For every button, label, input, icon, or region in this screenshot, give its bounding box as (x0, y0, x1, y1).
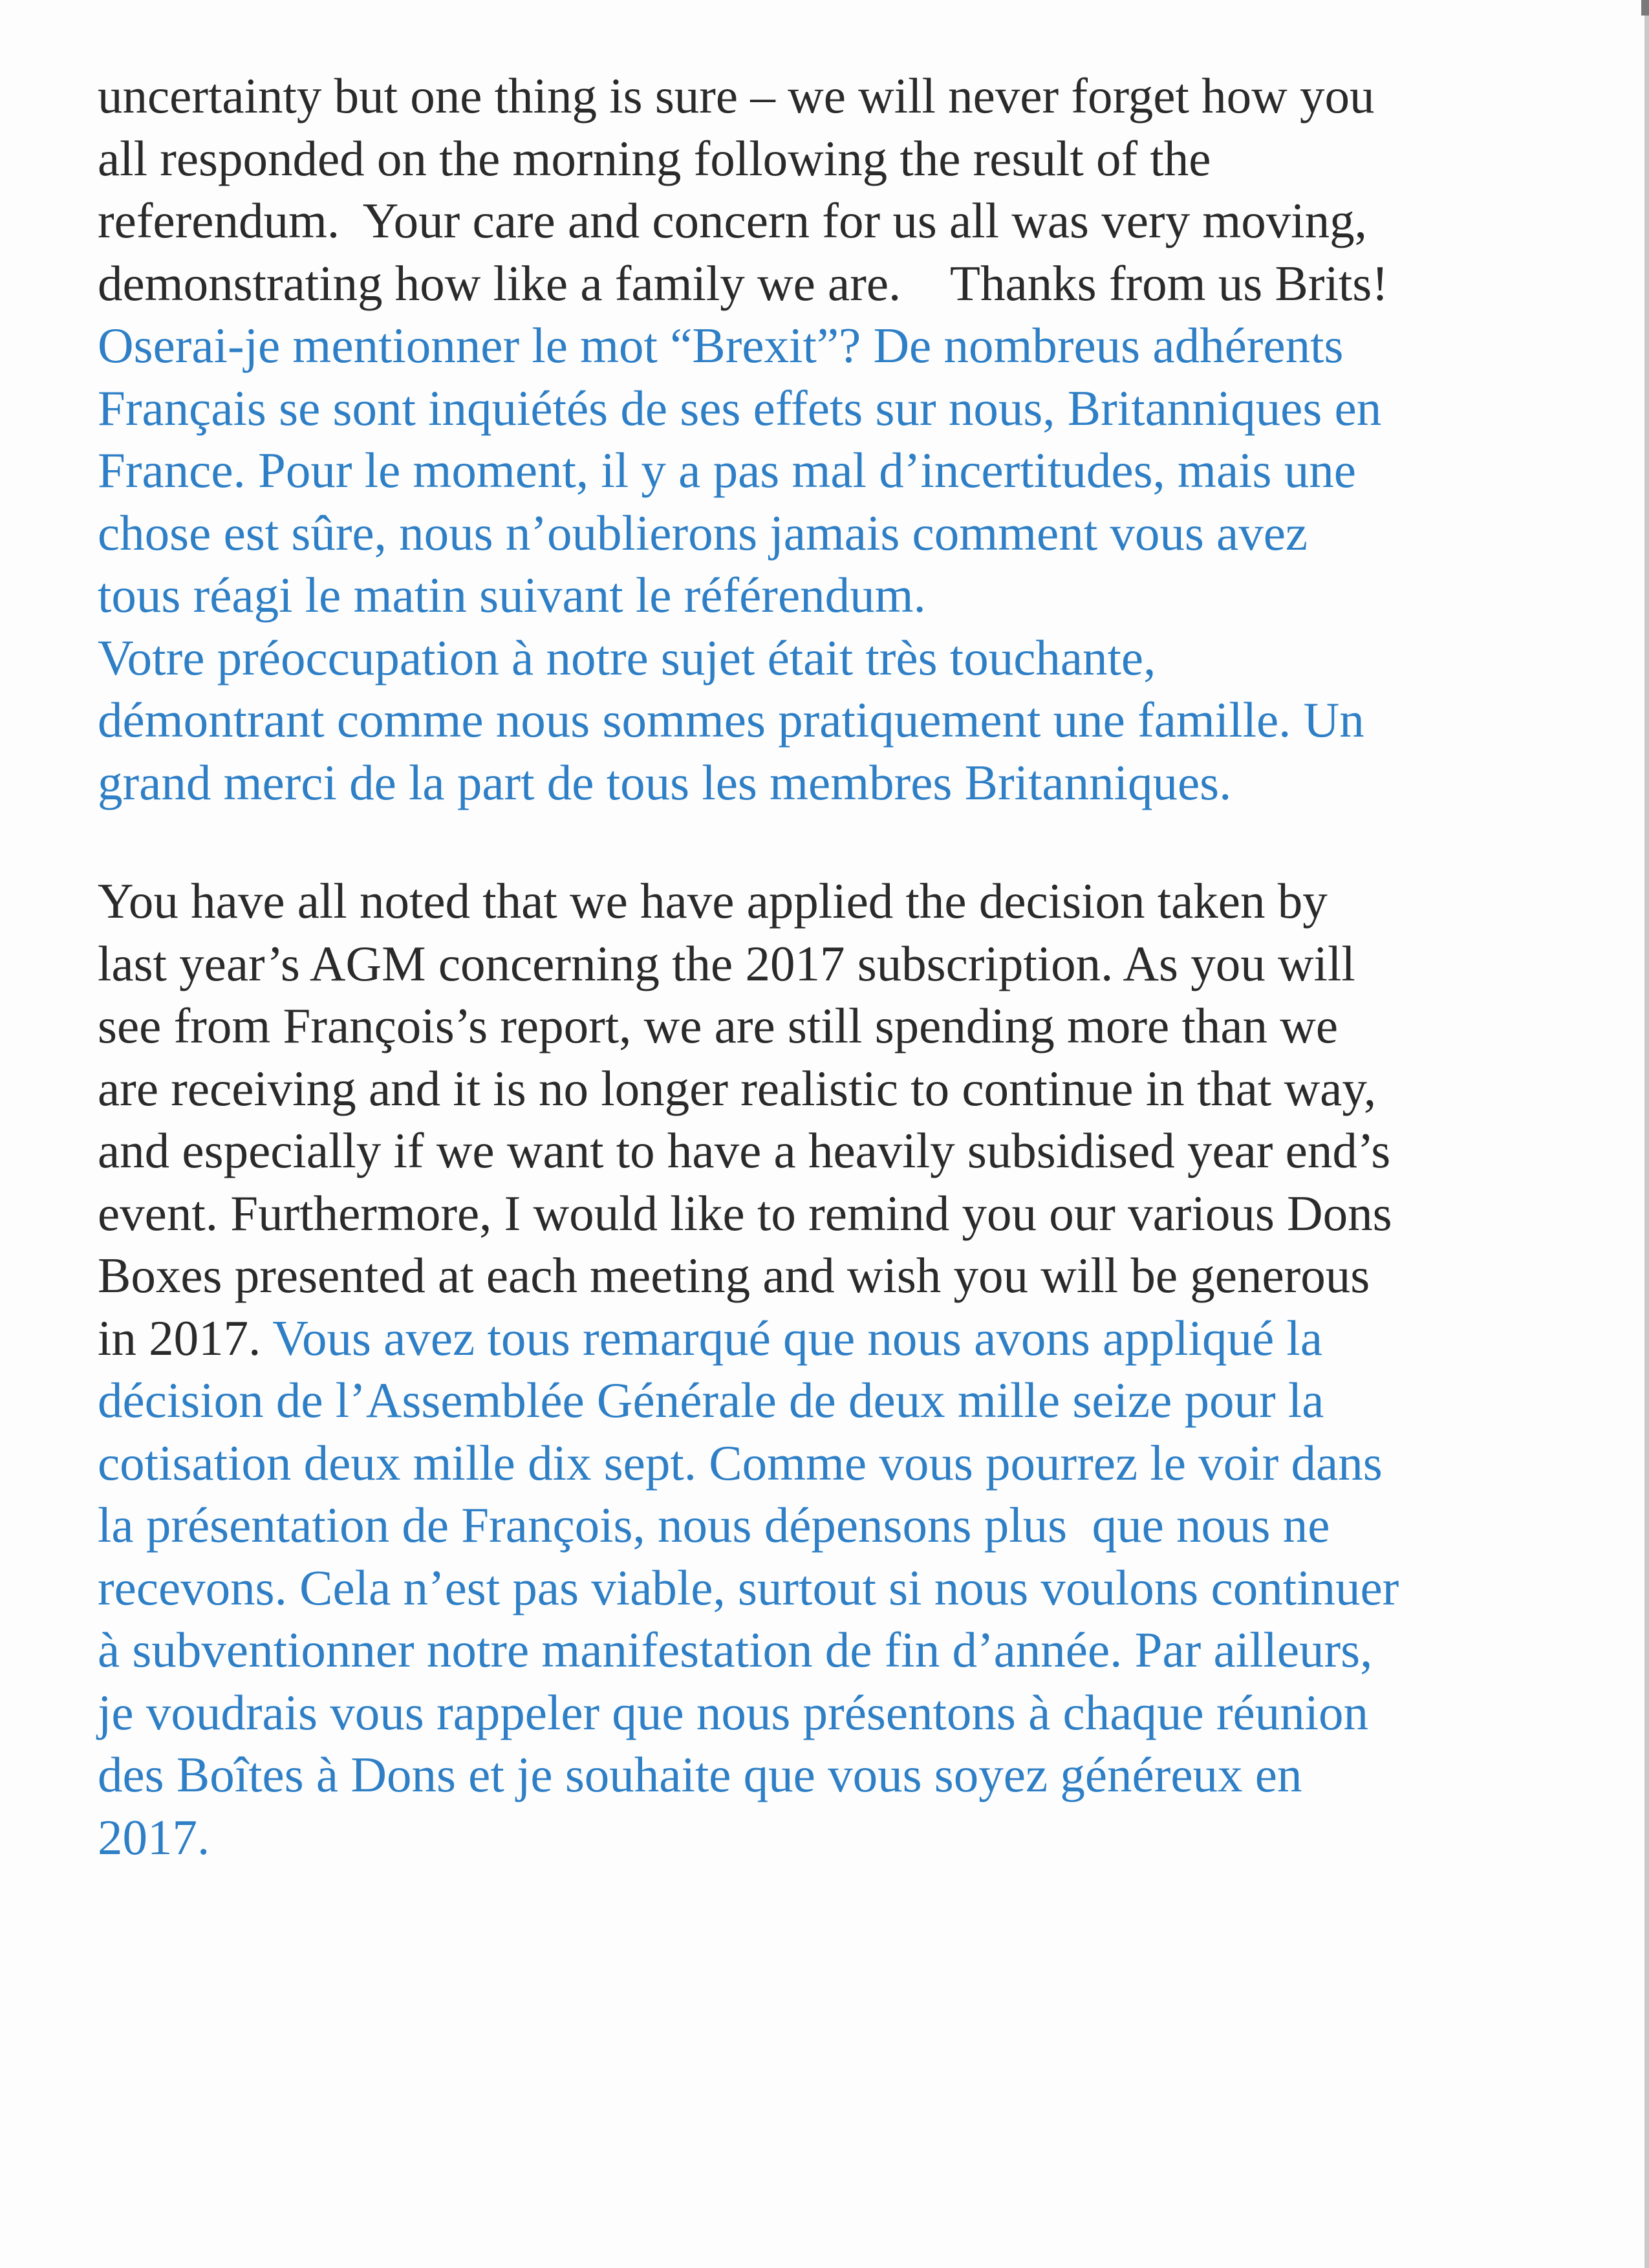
french-text: démontrant comme nous sommes pratiquement une famille. Un (98, 692, 1364, 748)
french-text: la présentation de François, nous dépensons plus que nous ne (98, 1497, 1330, 1553)
french-text: à subventionner notre manifestation de fin d’année. Par ailleurs, (98, 1622, 1373, 1678)
english-text: are receiving and it is no longer realistic to continue in that way, (98, 1060, 1377, 1116)
text-line (98, 1057, 1399, 1120)
english-text: referendum. Your care and concern for us all was very moving, (98, 193, 1367, 248)
text-line (98, 314, 1388, 377)
text-line (98, 564, 1388, 627)
french-text: recevons. Cela n’est pas viable, surtout si nous voulons continuer (98, 1559, 1399, 1615)
text-line (98, 127, 1388, 190)
english-text: uncertainty but one thing is sure – we will never forget how you (98, 68, 1375, 124)
english-text: in 2017. (98, 1310, 273, 1366)
french-text: Français se sont inquiétés de ses effets sur nous, Britanniques en (98, 380, 1382, 436)
text-line (98, 377, 1388, 440)
text-line (98, 1806, 1399, 1869)
text-line (98, 1557, 1399, 1619)
french-text: 2017. (98, 1809, 210, 1865)
text-line (98, 1182, 1399, 1245)
paragraph-subscription (98, 870, 1399, 1868)
english-text: You have all noted that we have applied the decision taken by (98, 873, 1328, 929)
scan-edge (1644, 0, 1649, 2268)
text-line (98, 252, 1388, 315)
french-text: décision de l’Assemblée Générale de deux mille seize pour la (98, 1372, 1324, 1428)
french-text: des Boîtes à Dons et je souhaite que vous soyez généreux en (98, 1747, 1302, 1802)
french-text: France. Pour le moment, il y a pas mal d’incertitudes, mais une (98, 442, 1356, 498)
french-text: cotisation deux mille dix sept. Comme vous pourrez le voir dans (98, 1434, 1383, 1491)
text-line (98, 1744, 1399, 1806)
text-line (98, 1307, 1399, 1370)
english-text: event. Furthermore, I would like to remind you our various Dons (98, 1185, 1392, 1241)
english-text: all responded on the morning following the result of the (98, 130, 1211, 186)
text-line (98, 1494, 1399, 1557)
english-text: and especially if we want to have a heavily subsidised year end’s (98, 1123, 1391, 1178)
text-line (98, 502, 1388, 565)
text-line (98, 995, 1399, 1057)
french-text: Votre préoccupation à notre sujet était très touchante, (98, 629, 1156, 686)
scan-edge-mark (1641, 0, 1649, 16)
french-text: Vous avez tous remarqué que nous avons appliqué la (272, 1310, 1322, 1366)
paragraph-brexit (98, 65, 1388, 814)
french-text: chose est sûre, nous n’oublierons jamais comment vous avez (98, 504, 1308, 561)
french-text: tous réagi le matin suivant le référendum. (98, 567, 926, 623)
text-line (98, 1432, 1399, 1495)
english-text: demonstrating how like a family we are. Thanks from us Brits! (98, 255, 1388, 311)
text-line (98, 933, 1399, 995)
text-line (98, 1681, 1399, 1744)
english-text: Boxes presented at each meeting and wish you will be generous (98, 1247, 1370, 1303)
text-line (98, 439, 1388, 502)
french-text: Oserai-je mentionner le mot “Brexit”? De nombreus adhérents (98, 318, 1344, 373)
text-line (98, 1369, 1399, 1432)
text-line (98, 627, 1388, 689)
english-text: last year’s AGM concerning the 2017 subscription. As you will (98, 935, 1355, 991)
text-line (98, 1119, 1399, 1182)
text-line (98, 689, 1388, 751)
text-line (98, 65, 1388, 127)
french-text: je voudrais vous rappeler que nous présentons à chaque réunion (98, 1684, 1369, 1740)
text-line (98, 1619, 1399, 1681)
text-line (98, 1244, 1399, 1307)
french-text: grand merci de la part de tous les membres Britanniques. (98, 754, 1232, 810)
english-text: see from François’s report, we are still spending more than we (98, 998, 1339, 1053)
text-line (98, 751, 1388, 814)
text-line (98, 870, 1399, 933)
text-line (98, 189, 1388, 252)
